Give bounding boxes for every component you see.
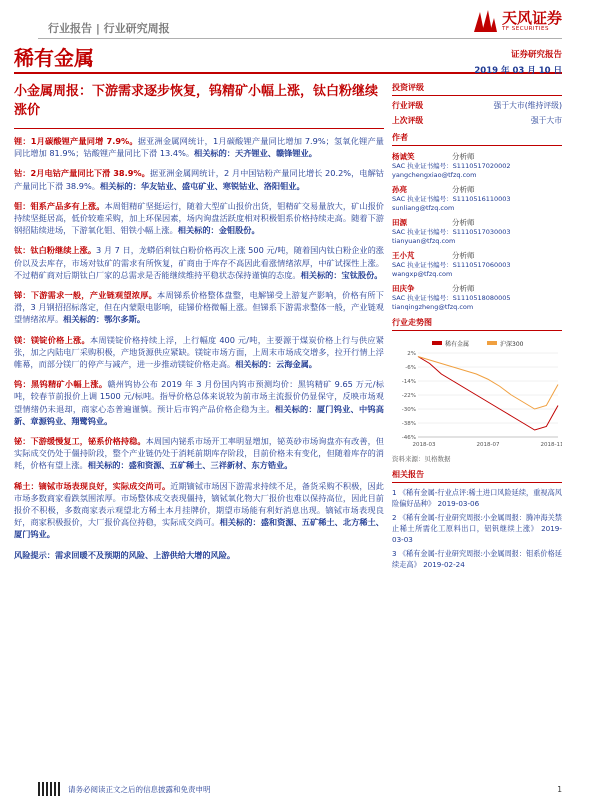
author-sac: SAC 执业证书编号：S1110517030003 bbox=[392, 228, 511, 236]
rating-value: 强于大市 bbox=[530, 116, 562, 125]
chart-svg bbox=[392, 337, 562, 452]
author-name: 杨诚笑 bbox=[392, 152, 415, 161]
report-tag: 行业报告 | 行业研究周报 bbox=[48, 22, 170, 35]
paragraph-body: 据亚洲金属网统计，1月碳酸锂产量同比增加 7.9%；氢氧化锂产量同比增加 81.9%；钴酸锂产量同比下滑 13.4%。 bbox=[14, 136, 384, 159]
paragraph bbox=[14, 289, 384, 326]
author-name: 田庆争 bbox=[392, 284, 415, 293]
author-email[interactable]: tianyuan@tfzq.com bbox=[392, 236, 456, 245]
related-stocks-label: 相关标的： bbox=[87, 460, 129, 471]
paragraph-body: 本周锑系价格整体盘整，电解锑受上游复产影响，价格有所下滑，3 月钢招招标落定，但在内蒙限电影响，硅锑价格微幅上涨。但锑系下游需求整体一般，产业链观望情绪浓厚。 bbox=[14, 290, 384, 325]
y-tick-label: -14% bbox=[401, 379, 416, 385]
legend-label: 沪深300 bbox=[500, 341, 524, 348]
related-stocks: 云海金属。 bbox=[276, 359, 317, 370]
x-tick-label: 2018-03 bbox=[412, 442, 436, 448]
rating-row bbox=[392, 100, 562, 111]
related-stocks-label: 相关标的： bbox=[194, 148, 235, 159]
author-sac: SAC 执业证书编号：S1110517020002 bbox=[392, 162, 511, 170]
paragraph bbox=[14, 244, 384, 281]
related-report-date: 2019-02-24 bbox=[423, 560, 465, 569]
paragraph bbox=[14, 435, 384, 472]
author-email[interactable]: sunliang@tfzq.com bbox=[392, 203, 455, 212]
paragraph-lead: 钨：黑钨精矿小幅上涨。 bbox=[14, 379, 108, 390]
author-name: 孙亮 bbox=[392, 185, 407, 194]
author-name: 田源 bbox=[392, 218, 407, 227]
risk-warning: 风险提示：需求回暖不及预期的风险、上游供给大增的风险。 bbox=[14, 549, 236, 560]
legend-swatch bbox=[487, 341, 497, 345]
paragraph-lead: 铋：下游缓慢复工，铋系价格持稳。 bbox=[14, 436, 146, 447]
author-role: 分析师 bbox=[452, 251, 475, 260]
chart-source: 资料来源：贝格数据 bbox=[392, 455, 451, 463]
author-role: 分析师 bbox=[452, 284, 475, 293]
related-stocks: 厦门钨业、中钨高新、章源钨业、翔鹭钨业。 bbox=[14, 403, 384, 426]
company-logo bbox=[472, 8, 562, 34]
paragraph-lead: 锑：下游需求一般，产业链观望浓厚。 bbox=[14, 290, 158, 301]
report-title: 小金属周报：下游需求逐步恢复，钨精矿小幅上涨，钛白粉继续涨价 bbox=[14, 84, 379, 118]
paragraph-lead: 镁：镁锭价格上涨。 bbox=[14, 334, 90, 345]
paragraph-lead: 钴：2月电钴产量同比下滑 38.9%。 bbox=[14, 168, 150, 179]
logo-icon bbox=[472, 8, 498, 34]
paragraph bbox=[14, 135, 384, 159]
page-header bbox=[38, 8, 562, 38]
author-name: 王小芃 bbox=[392, 251, 415, 260]
related-stocks-label: 相关标的： bbox=[63, 314, 105, 325]
rating-list bbox=[392, 100, 562, 126]
related-stocks: 盛和资源、五矿稀土、三祥新材、东方锆业。 bbox=[128, 460, 293, 471]
related-report-date: 2019-03-03 bbox=[392, 524, 562, 544]
y-tick-label: -30% bbox=[401, 407, 416, 413]
author-sac: SAC 执业证书编号：S1110516110003 bbox=[392, 195, 511, 203]
author-role: 分析师 bbox=[452, 152, 475, 161]
author-email[interactable]: wangxp@tfzq.com bbox=[392, 269, 453, 278]
related-stocks-label: 相关标的： bbox=[300, 269, 342, 280]
paragraph-lead: 钼：钼系产品多有上涨。 bbox=[14, 200, 105, 211]
author-role: 分析师 bbox=[452, 185, 475, 194]
author-sac: SAC 执业证书编号：S1110517060003 bbox=[392, 261, 511, 269]
authors-section-title: 作者 bbox=[392, 132, 562, 146]
header-divider bbox=[38, 38, 562, 39]
paragraph-body: 本周钼精矿坚挺运行，随着大型矿山报价出货，钼精矿交易量放大，矿山报价持续坚挺居高，低价较难采购，加上环保因素，场内询盘活跃度相对积极钼系价格持续走高。随着下游钢招陆续进场，下游氧化钼、钼铁小幅上涨。 bbox=[14, 200, 384, 236]
y-tick-label: -46% bbox=[401, 435, 416, 441]
related-stocks-label: 相关标的： bbox=[99, 180, 141, 191]
report-date: 2019 年 03 月 10 日 bbox=[474, 66, 562, 76]
paragraph bbox=[14, 480, 384, 541]
legend-label: 稀有金属 bbox=[445, 341, 470, 348]
paragraph-body: 赣州钨协公布 2019 年 3 月份国内钨市预测均价：黑钨精矿 9.65 万元/标吨，较春节前报价上调 1500 元/标吨。指导价格总体来说较为前市场主流报价仍显保守，反映市场观望情绪仍未退却，商家心态普遍谨慎。预计后市钨产品价格企稳为主。 bbox=[14, 379, 384, 414]
industry-trend-chart bbox=[392, 337, 562, 452]
related-report-date: 2019-03-06 bbox=[437, 499, 480, 508]
qr-code-icon bbox=[38, 782, 60, 796]
author-item bbox=[392, 283, 562, 311]
y-tick-label: 2% bbox=[407, 351, 416, 357]
related-stocks: 盛和资源、五矿稀土、北方稀土、厦门钨业。 bbox=[14, 517, 384, 540]
paragraph-body: 近期镝铽市场因下游需求持续不足，备货采购不积极，因此市场多数商家看跌氛围浓厚。市场整体成交表现僵持，镝铽氧化物大厂报价也难以保持高位，因此目前报价不积极，多数商家表示观望北方稀土本月挂牌价，期望市场能有利好消息出现。镝铽市场表现良好，商家积极报价，大厂报价高位持稳，实际成交尚可。 bbox=[14, 480, 384, 528]
related-report-list bbox=[392, 487, 562, 570]
related-stocks-label: 相关标的： bbox=[235, 359, 277, 370]
author-item bbox=[392, 217, 562, 245]
sidebar bbox=[392, 48, 562, 570]
paragraph-body: 本周国内铋系市场开工率明显增加，铋英砂市场询盘亦有改善，但实际成交仍处于僵持阶段，整个产业链仍处于消耗前期库存阶段，目前价格未有变化，但随着库存的消耗，价格有望上涨。 bbox=[14, 436, 384, 471]
y-tick-label: -22% bbox=[401, 393, 416, 399]
paragraph-list bbox=[14, 135, 384, 541]
paragraph bbox=[14, 334, 384, 371]
related-stocks: 宝钛股份。 bbox=[341, 269, 383, 280]
paragraph-lead: 钛：钛白粉继续上涨。 bbox=[14, 245, 97, 256]
paragraph-body: 本周镁锭价格持续上浮，上行幅度 400 元/吨，主要源于煤炭价格上行与供应紧张，加之内陆电厂采购积极，产地货源供应紧缺。镁锭市场方面，上周末市场成交增多，拉开行情上浮帷幕，而部分镁厂的停产与减产，进一步推动镁锭价格走高。 bbox=[14, 334, 384, 370]
paragraph-body: 3 月 7 日，龙蟒佰利钛白粉价格再次上涨 500 元/吨，随着国内钛白粉企业的涨价以及去库存，市场对钛矿的需求有所恢复，矿商由于库存不高因此看涨情绪浓厚，中矿试探性上涨。不过精矿商对后期钛白厂家的总需求是否能继续维持平稳状态保持谨慎的态度。 bbox=[14, 245, 384, 280]
author-item bbox=[392, 184, 562, 212]
related-report[interactable] bbox=[392, 548, 562, 570]
author-item bbox=[392, 250, 562, 278]
related-report-title: 2 《稀有金属-行业研究周报:小金属周报：腾冲海关禁止稀土所需化工原料出口，铝钒继续上涨》 bbox=[392, 513, 563, 533]
related-section-title: 相关报告 bbox=[392, 469, 562, 483]
legend-swatch bbox=[432, 341, 442, 345]
series-line bbox=[418, 357, 558, 431]
x-tick-label: 2018-11 bbox=[540, 442, 562, 448]
industry-category: 稀有金属 bbox=[14, 46, 94, 70]
author-sac: SAC 执业证书编号：S1110518080005 bbox=[392, 294, 511, 302]
y-tick-label: -38% bbox=[401, 421, 416, 427]
paragraph bbox=[14, 200, 384, 237]
paragraph bbox=[14, 167, 384, 191]
series-line bbox=[418, 357, 558, 410]
paragraph-lead: 锂：1月碳酸锂产量同增 7.9%。 bbox=[14, 136, 138, 146]
rating-key: 上次评级 bbox=[392, 116, 424, 125]
disclaimer: 请务必阅读正文之后的信息披露和免责申明 bbox=[68, 784, 211, 794]
main-content bbox=[14, 80, 384, 561]
logo-cn: 天风证券 bbox=[501, 8, 562, 27]
page-number: 1 bbox=[557, 784, 562, 794]
page-footer bbox=[38, 782, 562, 796]
paragraph bbox=[14, 378, 384, 427]
title-divider bbox=[14, 128, 384, 129]
author-list bbox=[392, 151, 562, 311]
related-stocks-label: 相关标的： bbox=[219, 517, 261, 528]
related-stocks: 华友钴业、盛屯矿业、寒锐钴业、洛阳钼业。 bbox=[140, 180, 305, 191]
related-stocks-label: 相关标的： bbox=[177, 225, 219, 236]
rating-value: 强于大市(维持评级) bbox=[493, 101, 562, 110]
rating-key: 行业评级 bbox=[392, 101, 424, 110]
x-tick-label: 2018-07 bbox=[476, 442, 500, 448]
related-stocks: 天齐锂业、赣锋锂业。 bbox=[235, 148, 317, 159]
related-report-title: 1 《稀有金属-行业点评:稀土进口风险延续，重视高风险偏好品种》 bbox=[392, 488, 563, 508]
rating-row bbox=[392, 115, 562, 126]
report-type: 证券研究报告 bbox=[510, 50, 562, 60]
related-stocks: 鄂尔多斯。 bbox=[104, 314, 146, 325]
y-tick-label: -6% bbox=[405, 365, 416, 371]
related-report-title: 3 《稀有金属-行业研究周报:小金属周报：钼系价格延续走高》 bbox=[392, 549, 563, 569]
related-stocks: 金钼股份。 bbox=[218, 225, 260, 236]
rating-section-title: 投资评级 bbox=[392, 82, 562, 96]
chart-section-title: 行业走势图 bbox=[392, 317, 562, 331]
related-report[interactable] bbox=[392, 512, 562, 545]
related-report[interactable] bbox=[392, 487, 562, 509]
author-role: 分析师 bbox=[452, 218, 475, 227]
author-item bbox=[392, 151, 562, 179]
author-email[interactable]: yangchengxiao@tfzq.com bbox=[392, 170, 477, 179]
related-stocks-label: 相关标的： bbox=[274, 403, 317, 414]
author-email[interactable]: tianqingzheng@tfzq.com bbox=[392, 302, 474, 311]
paragraph-lead: 稀土：镝铽市场表现良好，实际成交尚可。 bbox=[14, 480, 171, 491]
paragraph-body: 据亚洲金属网统计，2 月中国钴粉产量同比增长 20.2%，电解钴产量同比下滑 38.9%。 bbox=[14, 168, 384, 191]
logo-en: TF SECURITIES bbox=[501, 25, 549, 32]
